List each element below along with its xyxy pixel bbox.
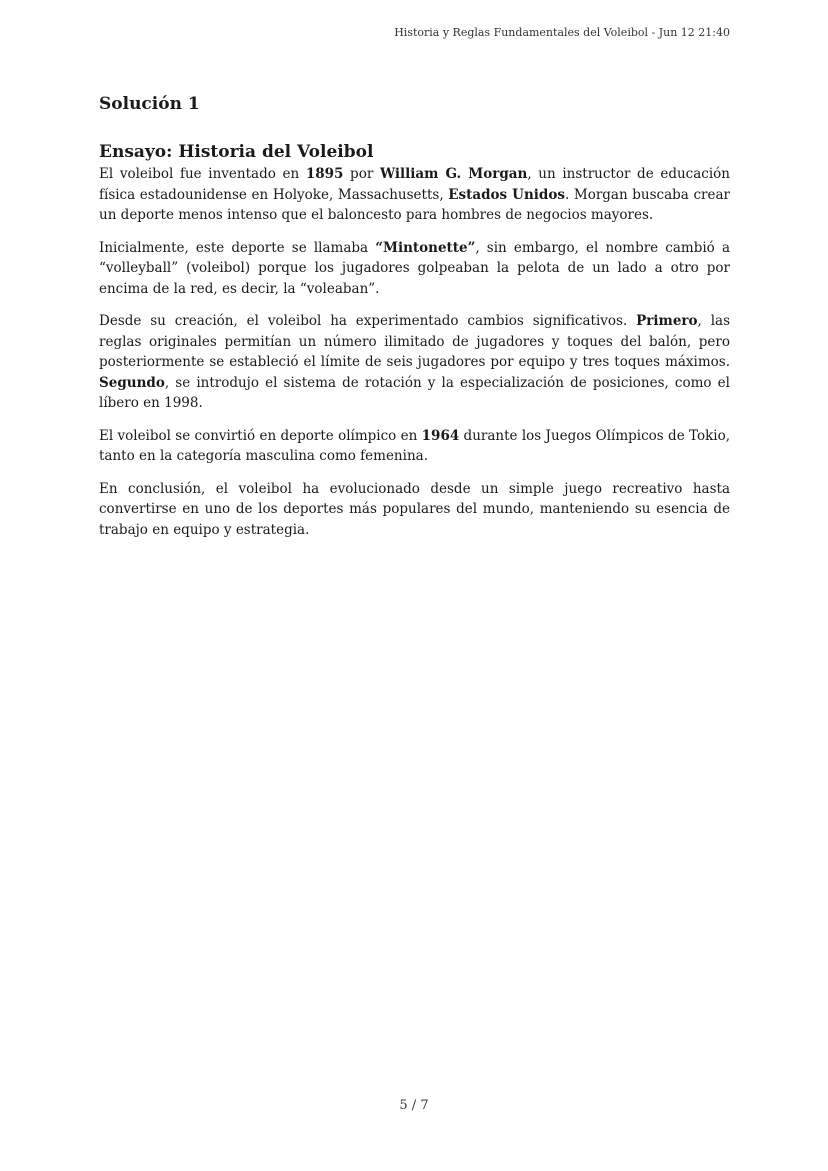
running-header: Historia y Reglas Fundamentales del Voleibol - Jun 12 21:40: [394, 26, 730, 39]
paragraph-text: Inicialmente, este deporte se llamaba: [99, 239, 376, 256]
bold-text: William G. Morgan: [379, 166, 528, 182]
paragraph-text: El voleibol fue inventado en: [99, 166, 306, 182]
essay-paragraph: [99, 311, 730, 414]
essay-paragraph: [99, 426, 730, 467]
page-content: [99, 92, 730, 552]
essay-paragraph: [99, 479, 730, 541]
essay-paragraph: [99, 164, 730, 226]
bold-text: 1895: [305, 166, 344, 182]
page-number: 5 / 7: [399, 1098, 429, 1113]
paragraph-text: El voleibol se convirtió en deporte olímpico en: [99, 427, 422, 444]
bold-text: “Mintonette”: [375, 239, 476, 256]
paragraph-text: En conclusión, el voleibol ha evolucionado desde un simple juego recreativo hasta convertirse en uno de los deportes más populares del mundo, manteniendo su esencia de trabajo en equipo y estrategia.: [99, 480, 730, 538]
essay-title: Ensayo: Historia del Voleibol: [99, 142, 374, 162]
paragraph-text: . Morgan buscaba crear un deporte menos intenso que el baloncesto para hombres de negocios mayores.: [99, 186, 730, 223]
paragraph-text: , se introdujo el sistema de rotación y la especialización de posiciones, como el líbero en 1998.: [99, 374, 730, 411]
paragraph-text: por: [343, 166, 380, 182]
bold-text: 1964: [421, 427, 460, 444]
bold-text: Primero: [636, 313, 698, 329]
paragraph-text: durante los Juegos Olímpicos de Tokio, tanto en la categoría masculina como femenina.: [99, 427, 731, 464]
essay-paragraph: [99, 238, 730, 300]
paragraph-text: Desde su creación, el voleibol ha experimentado cambios significativos.: [99, 313, 637, 329]
paragraph-text: , sin embargo, el nombre cambió a “volleyball” (voleibol) porque los jugadores golpeaban la pelota de un lado a otro por encima de la red, es decir, la “voleaban”.: [99, 239, 730, 297]
paragraph-text: , las reglas originales permitían un número ilimitado de jugadores y toques del balón, pero posteriormente se estableció el límite de seis jugadores por equipo y tres toques máximos.: [99, 313, 730, 370]
bold-text: Estados Unidos: [448, 186, 565, 203]
solution-title: Solución 1: [99, 94, 200, 114]
essay-body: [99, 164, 730, 540]
paragraph-text: , un instructor de educación física estadounidense en Holyoke, Massachusetts,: [99, 166, 730, 203]
bold-text: Segundo: [99, 374, 165, 391]
